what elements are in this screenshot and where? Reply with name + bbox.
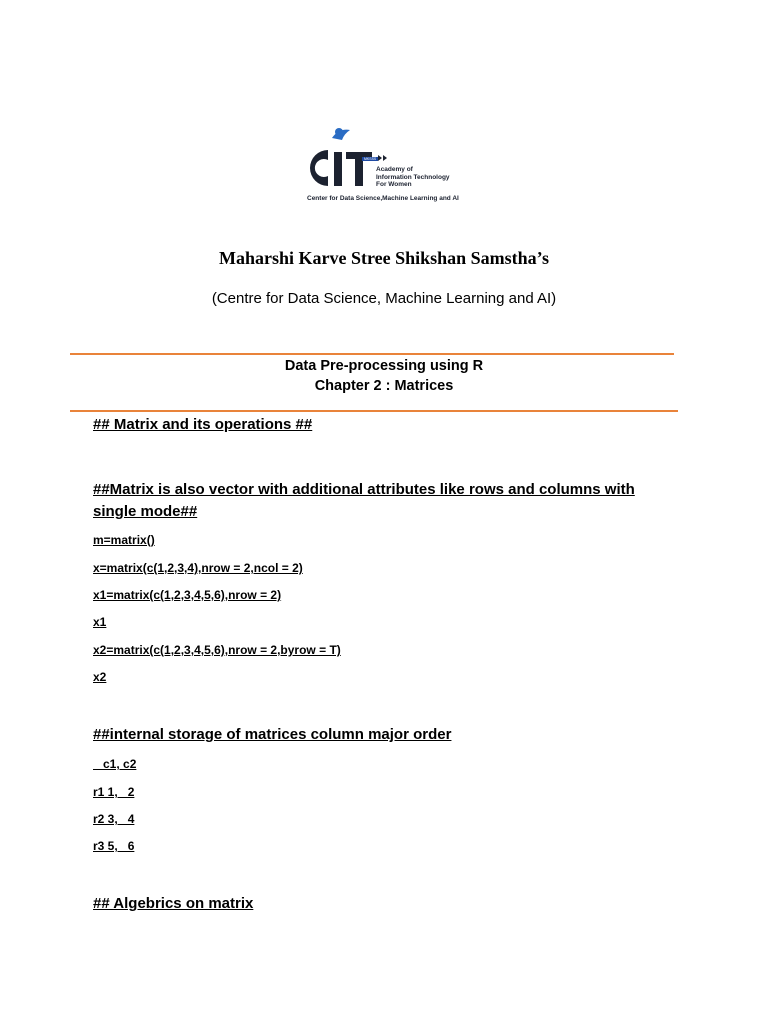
code-line: x1 <box>93 615 107 629</box>
section-heading-internal-storage: ##internal storage of matrices column major order <box>93 726 452 743</box>
section-heading-matrix-vector-line1: ##Matrix is also vector with additional attributes like rows and columns with <box>93 481 635 498</box>
code-line: r2 3, 4 <box>93 812 135 826</box>
section-heading-matrix-operations: ## Matrix and its operations ## <box>93 416 313 433</box>
section-heading-algebrics: ## Algebrics on matrix <box>93 895 254 912</box>
logo-subtitle: Center for Data Science,Machine Learning and AI <box>307 195 459 202</box>
code-line: r1 1, 2 <box>93 785 135 799</box>
code-line: x1=matrix(c(1,2,3,4,5,6),nrow = 2) <box>93 588 282 602</box>
chapter-title: Chapter 2 : Matrices <box>314 378 454 394</box>
document-title: Data Pre-processing using R <box>284 358 484 374</box>
code-line: r3 5, 6 <box>93 839 135 853</box>
org-subtitle: (Centre for Data Science, Machine Learning and AI) <box>211 290 557 307</box>
org-name: Maharshi Karve Stree Shikshan Samstha’s <box>218 248 550 268</box>
code-line: x2=matrix(c(1,2,3,4,5,6),nrow = 2,byrow = T) <box>93 643 341 657</box>
logo-tag: MKSSS <box>364 157 377 161</box>
section-heading-matrix-vector-line2: single mode## <box>93 503 198 520</box>
code-line: c1, c2 <box>93 757 137 771</box>
code-line: m=matrix() <box>93 533 155 547</box>
divider-top <box>70 353 674 355</box>
code-line: x2 <box>93 670 107 684</box>
divider-bottom <box>70 410 678 412</box>
logo-title: Academy of Information Technology For Women <box>376 166 450 188</box>
code-line: x=matrix(c(1,2,3,4),nrow = 2,ncol = 2) <box>93 561 303 575</box>
